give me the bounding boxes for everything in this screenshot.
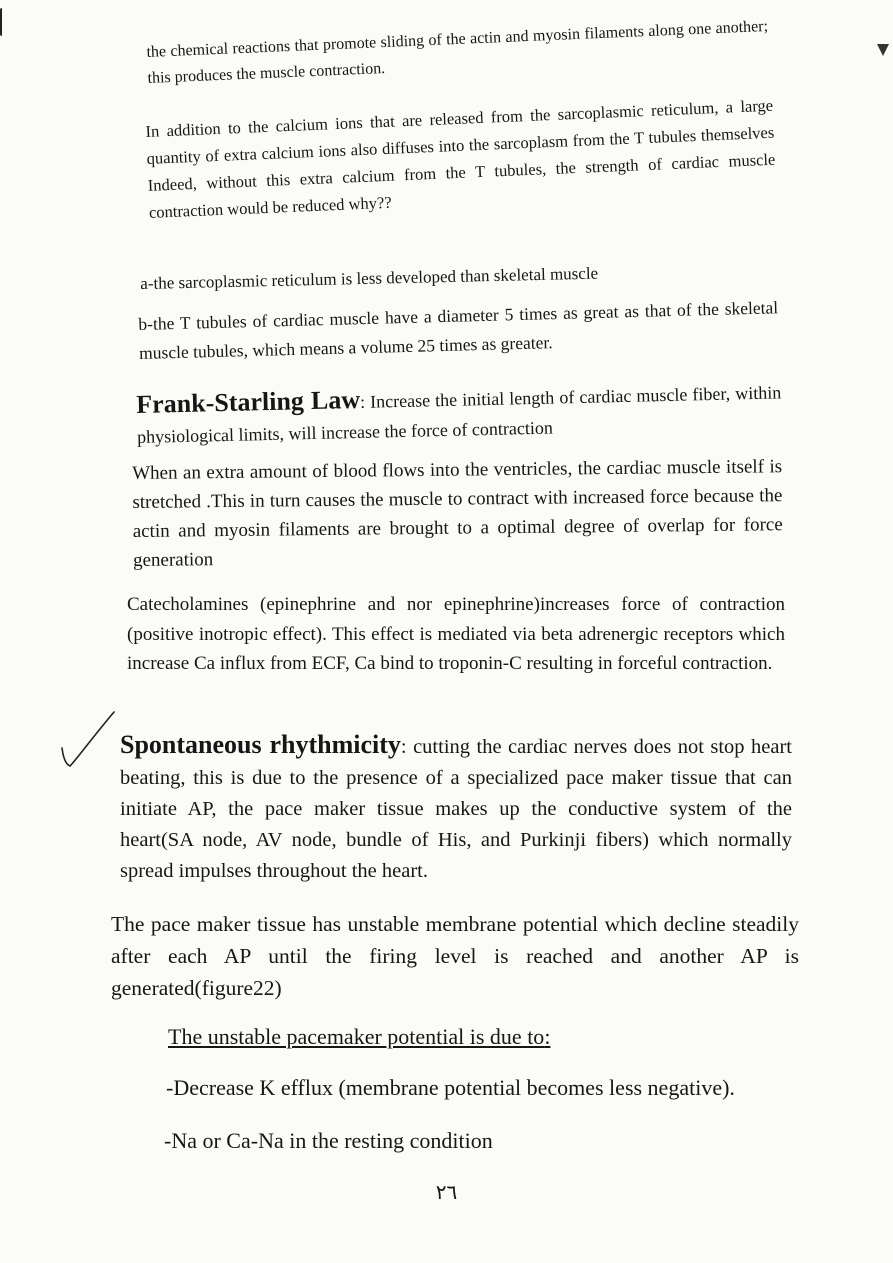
paragraph-actin-myosin: the chemical reactions that promote sliding of the actin and myosin filaments along one another; this produces the muscle contraction.: [146, 17, 769, 87]
answer-a: a-the sarcoplasmic reticulum is less developed than skeletal muscle: [140, 263, 599, 293]
paragraph-catecholamines: Catecholamines (epinephrine and nor epinephrine)increases force of contraction (positive inotropic effect). This effect is mediated via beta adrenergic receptors which increase Ca influx from ECF, Ca bind to troponin-C resulting in forceful contraction.: [127, 594, 785, 674]
pacemaker-potential-heading-text: The unstable pacemaker potential is due to: [168, 1024, 545, 1049]
frank-starling-paragraph: [136, 375, 782, 452]
list-item-k-efflux: -Decrease K efflux (membrane potential becomes less negative).: [166, 1075, 735, 1100]
paragraph-pacemaker-tissue: The pace maker tissue has unstable membrane potential which decline steadily after each AP until the firing level is reached and another AP is generated(figure22): [111, 912, 799, 1000]
frank-starling-heading: Frank-Starling Law: [136, 384, 361, 419]
corner-mark: [877, 44, 889, 56]
page-number: ٢٦: [435, 1180, 458, 1204]
answer-b: b-the T tubules of cardiac muscle have a diameter 5 times as great as that of the skeletal muscle tubules, which means a volume 25 times as greater.: [138, 297, 779, 363]
frank-starling-body: : Increase the initial length of cardiac muscle fiber, within physiological limits, will increase the force of contraction: [136, 382, 782, 447]
spontaneous-rhythmicity-paragraph: [120, 729, 792, 887]
list-item-na-ca: -Na or Ca-Na in the resting condition: [164, 1128, 493, 1153]
pacemaker-potential-heading: [168, 1022, 550, 1052]
heading-colon: :: [544, 1024, 551, 1049]
paragraph-calcium-ions: In addition to the calcium ions that are released from the sarcoplasmic reticulum, a large quantity of extra calcium ions also diffuses into the sarcoplasm from the T tubules themselves Indeed, without this extra calcium from the T tubules, the strength of cardiac muscle contraction would be reduced why??: [145, 95, 776, 222]
paragraph-blood-stretch: When an extra amount of blood flows into the ventricles, the cardiac muscle itself is stretched .This in turn causes the muscle to contract with increased force because the actin and myosin filaments are brought to a optimal degree of overlap for force generation: [132, 456, 783, 571]
handwritten-check-icon: [54, 708, 124, 772]
spontaneous-rhythmicity-body: : cutting the cardiac nerves does not stop heart beating, this is due to the presence of a specialized pace maker tissue that can initiate AP, the pace maker tissue makes up the conductive system of the heart(SA node, AV node, bundle of His, and Purkinji fibers) which normally spread impulses throughout the heart.: [120, 736, 793, 882]
page-edge-mark: [0, 8, 8, 36]
spontaneous-rhythmicity-heading: Spontaneous rhythmicity: [120, 730, 401, 759]
